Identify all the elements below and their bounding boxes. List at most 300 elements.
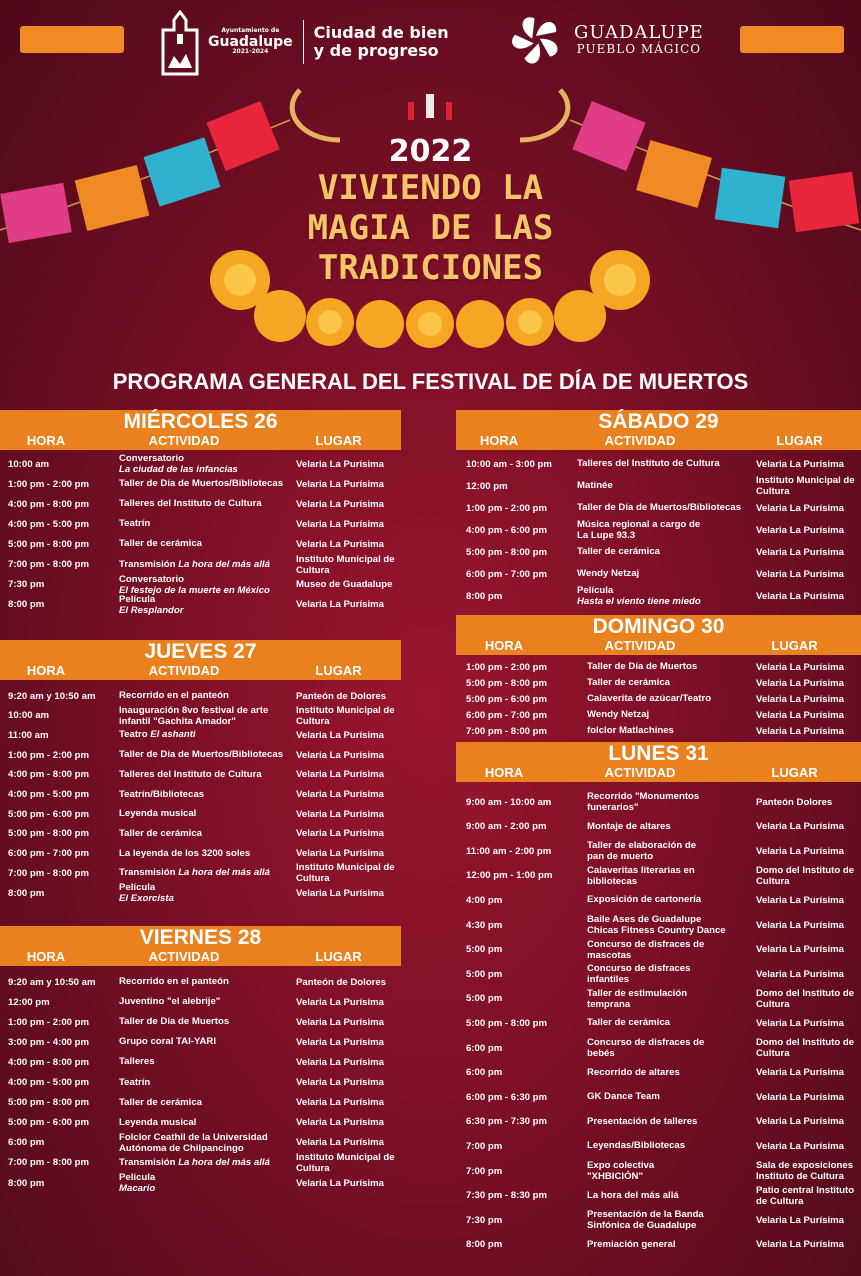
schedule-row: [0, 1031, 401, 1053]
schedule-row: [0, 594, 401, 616]
row-actividad: [119, 1157, 292, 1168]
row-hora: 10:00 am - 3:00 pm: [466, 458, 552, 470]
row-lugar: Velaria La Purísima: [296, 808, 384, 820]
schedule-row: [456, 939, 861, 961]
row-actividad: [119, 705, 292, 727]
actividad-line1: [587, 1160, 752, 1171]
actividad-line1: [587, 725, 752, 736]
row-hora: 6:00 pm - 7:00 pm: [466, 568, 548, 580]
col-hora: HORA: [26, 663, 66, 678]
col-actividad: ACTIVIDAD: [604, 638, 676, 653]
actividad-line1: [577, 458, 752, 469]
actividad-text: Recorrido en el panteón: [119, 690, 229, 701]
schedule-row: [0, 533, 401, 555]
actividad-text: Conversatorio: [119, 573, 185, 585]
municipality-name: Guadalupe: [208, 33, 293, 50]
schedule-row: [456, 1012, 861, 1034]
day-header: [0, 410, 401, 450]
row-lugar: Velaria La Purísima: [296, 828, 384, 840]
row-lugar: Velaria La Purísima: [756, 919, 844, 931]
row-hora: 6:00 pm - 7:00 pm: [466, 709, 548, 721]
actividad-line1: [119, 882, 292, 893]
actividad-line1: [587, 791, 752, 802]
actividad-line1: [577, 585, 752, 596]
day-rows: [456, 450, 861, 640]
col-hora: HORA: [479, 433, 519, 448]
row-lugar: Instituto Municipal de Cultura: [296, 553, 395, 576]
actividad-text: Concurso de disfraces de: [587, 1037, 705, 1048]
actividad-text: Talleres: [119, 1056, 155, 1068]
row-actividad: [587, 939, 752, 961]
actividad-text: Matinée: [577, 480, 613, 491]
row-hora: 6:00 pm - 7:00 pm: [8, 848, 90, 860]
actividad-line1: [577, 568, 752, 579]
row-actividad: [587, 1091, 752, 1102]
row-actividad: [119, 498, 292, 509]
row-lugar: Velaria La Purísima: [296, 887, 384, 899]
row-actividad: [119, 996, 292, 1007]
actividad-line1: [587, 865, 752, 876]
actividad-text: Leyendas/Bibliotecas: [587, 1140, 686, 1152]
municipality-years: 2021-2024: [232, 48, 269, 56]
row-hora: 5:00 pm - 8:00 pm: [466, 677, 548, 689]
row-hora: 11:00 am: [8, 729, 49, 741]
row-actividad: [587, 988, 752, 1010]
row-actividad: [587, 661, 752, 672]
actividad-text: Transmisión: [119, 558, 179, 570]
row-hora: 1:00 pm - 2:00 pm: [8, 1016, 90, 1028]
schedule-row: [0, 453, 401, 475]
actividad-line1: [587, 1140, 752, 1151]
actividad-line1: [119, 705, 292, 716]
day-jueves: [0, 640, 401, 930]
actividad-text: Teatrín/Bibliotecas: [119, 788, 205, 800]
actividad-text: Taller de elaboración de: [587, 840, 697, 852]
col-hora: HORA: [484, 638, 524, 653]
schedule-row: [456, 475, 861, 497]
row-hora: 5:00 pm - 8:00 pm: [8, 538, 90, 550]
schedule-row: [456, 453, 861, 475]
row-actividad: [587, 1190, 752, 1201]
day-title: SÁBADO 29: [598, 410, 719, 433]
schedule-row: [0, 862, 401, 884]
row-lugar: Velaria La Purísima: [756, 894, 844, 906]
schedule-row: [456, 563, 861, 585]
schedule-row: [0, 784, 401, 806]
actividad-text: Leyenda musical: [119, 1116, 197, 1128]
row-hora: 4:00 pm - 5:00 pm: [8, 789, 90, 800]
row-hora: 5:00 pm - 8:00 pm: [466, 546, 548, 558]
row-lugar: Panteón de Dolores: [296, 976, 387, 988]
row-hora: 5:00 pm: [466, 993, 503, 1005]
actividad-line2: Macario: [119, 1183, 156, 1194]
row-hora: 1:00 pm - 2:00 pm: [8, 478, 90, 490]
row-actividad: [119, 1117, 292, 1128]
title-line2: MAGIA DE LAS: [307, 208, 554, 248]
row-hora: 4:30 pm: [466, 919, 503, 931]
row-lugar: Velaria La Purísima: [756, 725, 844, 737]
actividad-text: Taller de Día de Muertos/Bibliotecas: [119, 749, 284, 761]
schedule-row: [456, 1111, 861, 1133]
row-hora: 4:00 pm - 8:00 pm: [8, 769, 90, 781]
row-hora: 6:00 pm: [466, 1042, 503, 1054]
actividad-italic: La hora del más allá: [178, 558, 270, 570]
row-actividad: [587, 821, 752, 832]
municipality-small: Ayuntamiento de: [221, 27, 280, 35]
actividad-line1: [119, 1172, 292, 1183]
actividad-line1: [119, 1132, 292, 1143]
schedule-row: [456, 1135, 861, 1157]
row-lugar: Instituto Municipal de Cultura: [756, 475, 855, 497]
schedule-row: [0, 574, 401, 596]
row-actividad: [119, 769, 292, 780]
row-lugar: Museo de Guadalupe: [296, 579, 393, 591]
actividad-text: Concurso de disfraces: [587, 963, 691, 975]
actividad-line1: [587, 709, 752, 720]
row-actividad: [119, 1077, 292, 1088]
actividad-line1: [587, 963, 752, 974]
actividad-text: Calaveritas literarias en: [587, 864, 695, 876]
actividad-line1: [577, 546, 752, 557]
actividad-text: Taller de cerámica: [119, 827, 203, 839]
col-actividad: ACTIVIDAD: [604, 433, 676, 448]
row-actividad: [587, 963, 752, 985]
actividad-line2: pan de muerto: [587, 851, 654, 863]
row-lugar: Velaria La Purísima: [756, 1091, 844, 1103]
actividad-text: Presentación de la Banda: [587, 1209, 704, 1221]
actividad-text: Música regional a cargo de: [577, 519, 701, 530]
brand-line2: PUEBLO MÁGICO: [576, 42, 702, 57]
row-lugar: Velaria La Purísima: [756, 590, 844, 602]
row-actividad: [587, 677, 752, 688]
slogan-line1: Ciudad de bien: [313, 22, 449, 42]
row-hora: 8:00 pm: [8, 599, 45, 611]
col-lugar: LUGAR: [776, 433, 823, 448]
actividad-line1: [119, 559, 292, 570]
row-lugar: Velaria La Purísima: [756, 968, 844, 980]
row-lugar: Velaria La Purísima: [756, 845, 844, 857]
actividad-line1: [119, 789, 292, 800]
row-lugar: Velaria La Purísima: [296, 1137, 384, 1149]
row-hora: 6:00 pm: [466, 1067, 503, 1079]
marigold-garland: [200, 250, 660, 350]
day-title: JUEVES 27: [144, 640, 257, 663]
schedule-row: [0, 1152, 401, 1174]
row-lugar: Patio central Instituto de Cultura: [756, 1184, 855, 1207]
row-actividad: [587, 791, 752, 813]
row-hora: 7:30 pm: [466, 1214, 503, 1226]
church-seal-icon: [160, 10, 200, 74]
day-domingo: [456, 615, 861, 741]
actividad-text: Exposición de cartonería: [587, 894, 702, 906]
day-rows: [0, 966, 401, 1206]
actividad-line1: [119, 1157, 292, 1168]
row-lugar: Velaria La Purísima: [296, 1097, 384, 1109]
day-rows: [456, 782, 861, 1272]
row-hora: 7:00 pm - 8:00 pm: [466, 725, 548, 737]
schedule-row: [0, 1051, 401, 1073]
row-actividad: [587, 840, 752, 862]
actividad-line1: [577, 519, 752, 530]
row-lugar: Velaria La Purísima: [756, 568, 844, 580]
actividad-text: Leyenda musical: [119, 808, 197, 820]
row-hora: 9:20 am y 10:50 am: [8, 690, 96, 702]
col-hora: HORA: [26, 433, 66, 448]
row-actividad: [119, 538, 292, 549]
row-hora: 12:00 pm: [466, 480, 508, 492]
actividad-text: Película: [577, 585, 614, 596]
row-hora: 1:00 pm - 2:00 pm: [466, 661, 548, 673]
schedule-row: [0, 1172, 401, 1194]
row-hora: 5:00 pm - 6:00 pm: [466, 693, 548, 705]
row-lugar: Velaria La Purísima: [756, 1214, 844, 1226]
row-actividad: [119, 1172, 292, 1194]
actividad-text: Taller de cerámica: [587, 677, 671, 689]
actividad-line1: [587, 1116, 752, 1127]
actividad-italic: El ashanti: [150, 729, 196, 741]
col-actividad: ACTIVIDAD: [148, 663, 220, 678]
actividad-line1: [119, 749, 292, 760]
actividad-text: Recorrido en el panteón: [119, 976, 229, 987]
row-hora: 9:20 am y 10:50 am: [8, 976, 96, 988]
row-actividad: [119, 453, 292, 475]
row-actividad: [587, 693, 752, 704]
row-hora: 12:00 pm - 1:00 pm: [466, 870, 553, 882]
row-hora: 8:00 pm: [8, 887, 45, 899]
actividad-line2: "XHBICIÓN": [587, 1171, 644, 1182]
actividad-line2: Hasta el viento tiene miedo: [577, 596, 701, 607]
row-lugar: Instituto Municipal de Cultura: [296, 862, 395, 885]
row-actividad: [119, 478, 292, 489]
row-lugar: Velaria La Purísima: [296, 1117, 384, 1129]
row-lugar: Velaria La Purísima: [296, 478, 384, 490]
actividad-line2: Sinfónica de Guadalupe: [587, 1220, 697, 1232]
row-actividad: [119, 882, 292, 904]
row-lugar: Velaria La Purísima: [296, 1077, 384, 1088]
schedule-row: [456, 889, 861, 911]
day-title: MIÉRCOLES 26: [123, 410, 278, 433]
row-actividad: [119, 749, 292, 760]
row-hora: 7:00 pm - 8:00 pm: [8, 559, 90, 570]
actividad-line2: El festejo de la muerte en México: [119, 584, 270, 596]
row-lugar: Velaria La Purísima: [296, 1177, 384, 1189]
schedule-row: [0, 554, 401, 576]
actividad-text: Taller de Día de Muertos: [587, 661, 698, 672]
schedule-row: [456, 497, 861, 519]
actividad-line1: [119, 594, 292, 605]
title-line1: VIVIENDO LA: [317, 168, 544, 208]
schedule-row: [456, 541, 861, 563]
schedule-row: [0, 764, 401, 786]
row-lugar: Velaria La Purísima: [756, 1116, 844, 1128]
day-viernes: [0, 926, 401, 1206]
schedule-row: [456, 1160, 861, 1182]
title-line3: TRADICIONES: [317, 248, 544, 288]
row-lugar: Velaria La Purísima: [296, 749, 384, 761]
col-lugar: LUGAR: [771, 765, 818, 780]
row-actividad: [119, 1056, 292, 1067]
actividad-line1: [587, 1067, 752, 1078]
col-hora: HORA: [484, 765, 524, 780]
actividad-line1: [587, 939, 752, 950]
actividad-text: Concurso de disfraces de: [587, 938, 705, 950]
row-hora: 6:30 pm - 7:30 pm: [466, 1116, 548, 1128]
row-lugar: Velaria La Purísima: [296, 1016, 384, 1028]
actividad-line2: Chicas Fitness Country Dance: [587, 925, 726, 936]
actividad-line1: [119, 1097, 292, 1108]
row-actividad: [587, 725, 752, 736]
schedule-row: [456, 585, 861, 607]
row-lugar: Velaria La Purísima: [296, 538, 384, 550]
schedule-row: [456, 914, 861, 936]
row-hora: 9:00 am - 10:00 am: [466, 796, 552, 808]
actividad-text: Wendy Netzaj: [577, 568, 640, 579]
actividad-text: Conversatorio: [119, 453, 185, 464]
row-hora: 4:00 pm - 8:00 pm: [8, 1056, 90, 1068]
row-hora: 8:00 pm: [466, 1239, 503, 1251]
schedule-row: [456, 1086, 861, 1108]
municipality-logo: [160, 6, 480, 78]
actividad-text: La hora del más allá: [587, 1189, 679, 1201]
day-rows: [456, 655, 861, 741]
top-right-badge: [740, 26, 844, 53]
row-hora: 4:00 pm: [466, 894, 503, 906]
actividad-line1: [587, 894, 752, 905]
row-lugar: Velaria La Purísima: [756, 944, 844, 956]
actividad-text: Película: [119, 593, 156, 605]
actividad-text: Presentación de talleres: [587, 1115, 698, 1127]
row-actividad: [577, 585, 752, 607]
actividad-text: Inauguración 8vo festival de arte: [119, 704, 269, 716]
actividad-line2: temprana: [587, 998, 631, 1010]
schedule-row: [456, 865, 861, 887]
row-hora: 3:00 pm - 4:00 pm: [8, 1036, 90, 1048]
schedule-row: [0, 493, 401, 515]
actividad-line1: [119, 729, 292, 740]
actividad-line1: [119, 769, 292, 780]
actividad-line2: funerarios": [587, 802, 639, 813]
row-lugar: Velaria La Purísima: [756, 677, 844, 689]
col-lugar: LUGAR: [315, 433, 362, 448]
row-actividad: [587, 865, 752, 887]
actividad-text: Baile Ases de Guadalupe: [587, 914, 702, 925]
col-actividad: ACTIVIDAD: [148, 949, 220, 964]
row-actividad: [577, 458, 752, 469]
schedule-row: [0, 991, 401, 1013]
actividad-text: Montaje de altares: [587, 820, 671, 832]
actividad-text: Taller de Día de Muertos/Bibliotecas: [119, 478, 284, 490]
schedule-row: [456, 1062, 861, 1084]
actividad-line1: [577, 480, 752, 491]
actividad-line1: [587, 1017, 752, 1028]
row-actividad: [119, 808, 292, 819]
row-actividad: [119, 1097, 292, 1108]
row-hora: 6:00 pm: [8, 1137, 45, 1149]
row-actividad: [119, 867, 292, 878]
actividad-line1: [577, 502, 752, 513]
row-lugar: Panteón Dolores: [756, 796, 833, 808]
row-actividad: [587, 1239, 752, 1250]
schedule-row: [456, 791, 861, 813]
col-actividad: ACTIVIDAD: [148, 433, 220, 448]
col-lugar: LUGAR: [315, 663, 362, 678]
row-lugar: Domo del Instituto de Cultura: [756, 987, 855, 1010]
row-lugar: Panteón de Dolores: [296, 690, 387, 702]
row-hora: 7:00 pm: [466, 1165, 503, 1177]
col-actividad: ACTIVIDAD: [604, 765, 676, 780]
row-hora: 7:30 pm: [8, 579, 45, 591]
actividad-line2: La Lupe 93.3: [577, 530, 636, 541]
day-title: DOMINGO 30: [592, 615, 725, 638]
pinwheel-icon: [508, 12, 564, 68]
row-lugar: Velaria La Purísima: [296, 498, 384, 510]
actividad-text: Teatro: [119, 729, 151, 741]
actividad-line2: La ciudad de las infancias: [119, 464, 238, 475]
slogan-line2: y de progreso: [313, 41, 439, 60]
actividad-line2: infantiles: [587, 974, 630, 986]
schedule-row: [0, 1112, 401, 1134]
row-actividad: [577, 480, 752, 491]
actividad-line2: bebés: [587, 1048, 615, 1059]
row-actividad: [119, 559, 292, 570]
actividad-line1: [119, 867, 292, 878]
actividad-line1: [119, 976, 292, 987]
actividad-line2: bibliotecas: [587, 875, 638, 887]
row-lugar: Velaria La Purísima: [296, 518, 384, 530]
schedule-row: [0, 1092, 401, 1114]
row-hora: 5:00 pm - 8:00 pm: [466, 1017, 548, 1029]
schedule-row: [456, 840, 861, 862]
actividad-line1: [119, 498, 292, 509]
row-lugar: Velaria La Purísima: [756, 524, 844, 536]
actividad-line1: [119, 1016, 292, 1027]
actividad-line2: mascotas: [587, 949, 632, 961]
row-hora: 1:00 pm - 2:00 pm: [8, 749, 90, 761]
actividad-text: Recorrido de altares: [587, 1066, 680, 1078]
actividad-line1: [587, 1239, 752, 1250]
row-lugar: Velaria La Purísima: [296, 458, 384, 470]
actividad-text: Wendy Netzaj: [587, 709, 650, 721]
schedule-row: [456, 720, 861, 742]
row-actividad: [577, 502, 752, 513]
row-actividad: [587, 914, 752, 936]
actividad-line1: [587, 821, 752, 832]
row-actividad: [119, 574, 292, 596]
pueblo-magico-logo: [508, 10, 718, 70]
actividad-line1: [587, 988, 752, 999]
schedule-row: [0, 744, 401, 766]
actividad-text: Talleres del Instituto de Cultura: [119, 498, 262, 510]
row-actividad: [119, 1016, 292, 1027]
festival-year: 2022: [388, 134, 473, 169]
row-lugar: Velaria La Purísima: [756, 546, 844, 558]
actividad-line2: El Exorcista: [119, 893, 174, 904]
day-lunes: [456, 742, 861, 1272]
row-actividad: [119, 1132, 292, 1154]
actividad-text: Taller de Día de Muertos: [119, 1016, 230, 1028]
day-header: [456, 410, 861, 450]
row-actividad: [119, 1036, 292, 1047]
row-hora: 5:00 pm - 8:00 pm: [8, 1097, 90, 1109]
row-hora: 10:00 am: [8, 710, 50, 722]
actividad-line1: [119, 453, 292, 464]
actividad-text: Taller de estimulación: [587, 987, 688, 999]
row-lugar: Velaria La Purísima: [756, 821, 844, 833]
row-actividad: [577, 568, 752, 579]
actividad-italic: La hora del más allá: [178, 867, 270, 879]
actividad-line1: [587, 693, 752, 704]
row-hora: 7:30 pm - 8:30 pm: [466, 1190, 548, 1202]
